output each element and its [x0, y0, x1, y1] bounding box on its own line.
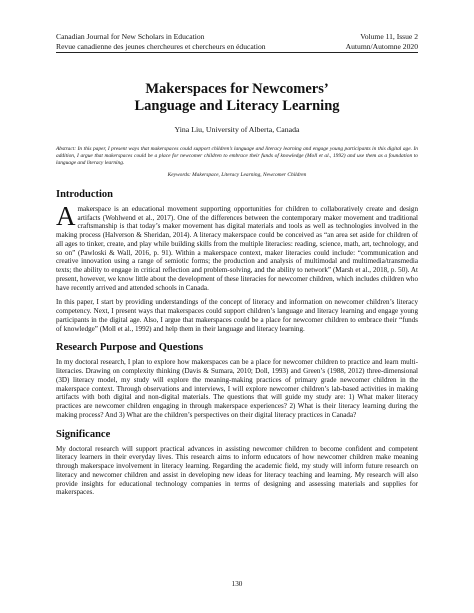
- intro-paragraph-2: In this paper, I start by providing understandings of the concept of literacy and information on newcomer children’s literacy competency. Next, I present ways that makerspaces could support children’s language and literacy learning and engage young participants in the digital age. Also, I argue that makerspaces could be a place for newcomer children to embrace their “funds of knowledge” (Moll et al., 1992) and help them in their language and literacy learning.: [56, 298, 418, 333]
- section-heading-significance: Significance: [56, 428, 111, 440]
- season: Autumn/Automne 2020: [345, 41, 418, 51]
- keywords: Keywords: Makerspace, Literacy Learning, Newcomer Children: [167, 171, 307, 178]
- drop-cap: A: [56, 200, 76, 231]
- research-paragraph: In my doctoral research, I plan to explore how makerspaces can be a place for newcomer children to practice and learn multi-literacies. Drawing on complexity thinking (Davis & Sumara, 2010; Doll, 1993) and Green’s (1988, 2012) three-dimensional (3D) literacy model, my study will explore the meaning-making practices of primary grade newcomer children in the makerspace context. Through observations and interviews, I will explore newcomer children’s lab-based activities in making artifacts with both digital and non-digital materials. The questions that will guide my study are: 1) What maker literacy practices are newcomer children engaging in through makerspace experiences? 2) What is their literacy learning during the making process? And 3) What are the children’s perspectives on their digital literacy practices in Canada?: [56, 358, 418, 419]
- running-header: [56, 32, 418, 53]
- section-heading-introduction: Introduction: [56, 188, 113, 200]
- page-number: 130: [231, 580, 243, 588]
- abstract: Abstract: In this paper, I present ways that makerspaces could support children’s language and literacy learning and engage young participants in this digital age. In addition, I argue that makerspaces could be a place for newcomer children to embrace their funds of knowledge (Moll et al., 1992) and use them as a foundation to language and literacy learning.: [56, 146, 418, 166]
- header-rule: [56, 52, 418, 53]
- section-heading-research: Research Purpose and Questions: [56, 342, 204, 354]
- author-line: Yina Liu, University of Alberta, Canada: [174, 125, 300, 135]
- journal-name-fr: Revue canadienne des jeunes chercheures et chercheurs en éducation: [56, 41, 266, 51]
- article-title: Makerspaces for Newcomers’ Language and Literacy Learning: [134, 81, 340, 115]
- journal-name: Canadian Journal for New Scholars in Education: [56, 32, 205, 41]
- volume-issue: Volume 11, Issue 2: [360, 32, 418, 41]
- intro-paragraph-1: Amakerspace is an educational movement supporting opportunities for children to collaboratively create and design artifacts (Wohlwend et al., 2017). One of the differences between the contemporary maker movement and traditional craftsmanship is that today’s maker movement has digital materials and tools as well as technologies involved in the making process (Halverson & Sheridan, 2014). A literacy makerspace could be conceived as “an area set aside for children of all ages to tinker, create, and play while building skills from the multiple literacies: reading, science, math, art, technology, and so on” (Pawloski & Wall, 2016, p. 91). Within a makerspace context, maker literacies could include: “communication and creative innovation using a range of semiotic forms; the production and analysis of multimodal and multimedia/transmedia texts; the ability to engage in critical reflection and problem-solving, and the ability to network” (Marsh et al., 2018, p. 50). At present, however, we know little about the development of these literacies for newcomer children, which includes children who have recently arrived and attended schools in Canada.: [56, 200, 418, 292]
- significance-paragraph: My doctoral research will support practical advances in assisting newcomer children to become confident and competent literacy learners in their everyday lives. This research aims to inform educators of how newcomer children make meaning through makerspace involvement in literacy learning. Regarding the academic field, my study will inform future research on literacy and newcomer children and assist in developing new ideas for literacy teaching and learning. My research will also provide insights for educational technology companies in terms of designing and assessing materials and supplies for makerspaces.: [56, 444, 418, 497]
